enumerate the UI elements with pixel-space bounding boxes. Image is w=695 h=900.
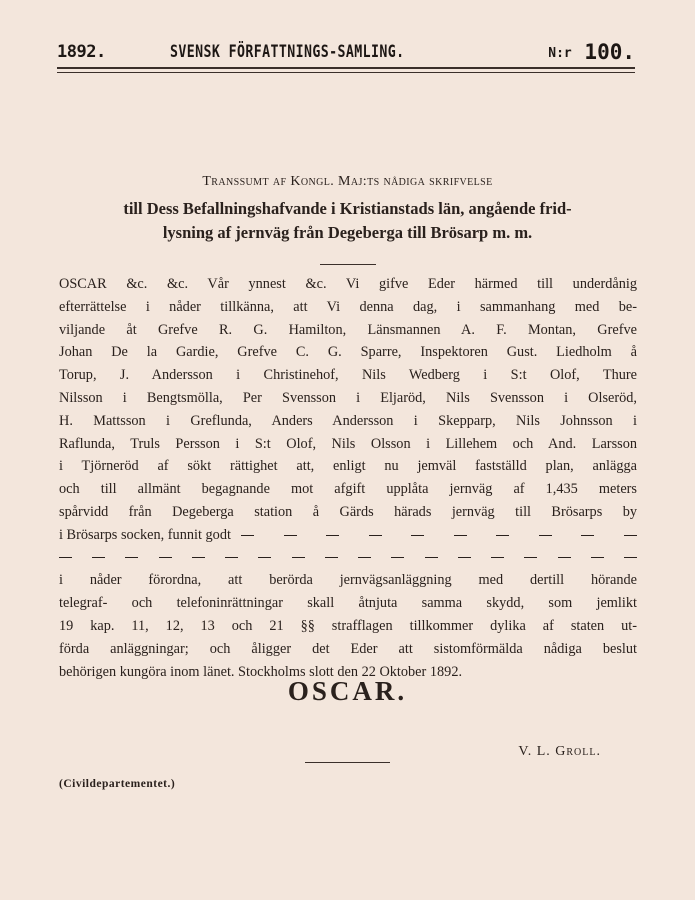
number-prefix: N:r <box>548 46 572 61</box>
subject-line-2: lysning af jernväg från Degeberga till Brösarp m. m. <box>162 223 533 242</box>
body-line: i Tjörneröd af sökt rättighet att, enligt nu jemväl fastställd plan, anlägga <box>59 458 637 475</box>
header-rule-thin <box>57 72 635 73</box>
header-number <box>548 40 635 64</box>
subject-heading <box>55 197 640 245</box>
running-header <box>57 40 635 70</box>
body-line: viljande åt Grefve R. G. Hamilton, Länsmannen A. F. Montan, Grefve <box>59 321 637 338</box>
body-line: telegraf- och telefoninrättningar skall åtnjuta samma skydd, som jemlikt <box>59 595 637 612</box>
body-line: Torup, J. Andersson i Christinehof, Nils Wedberg i S:t Olof, Thure <box>59 367 637 384</box>
body-line: behörigen kungöra inom länet. Stockholms slott den 22 Oktober 1892. <box>59 663 463 680</box>
number-value: 100. <box>584 40 635 64</box>
closing-rule <box>305 762 390 763</box>
body-line: Nilsson i Bengtsmölla, Per Svensson i Eljaröd, Nils Svensson i Olseröd, <box>59 389 637 406</box>
body-line: och till allmänt begagnande mot afgift upplåta jernväg af 1,435 meters <box>59 481 637 498</box>
department-note: (Civildepartementet.) <box>59 778 176 790</box>
header-rule-thick <box>57 67 635 69</box>
body-line: spårvidd från Degeberga station å Gärds härads jernväg till Brösarps by <box>59 503 637 520</box>
dash-fill <box>241 535 637 536</box>
dash-line <box>59 547 637 570</box>
header-year: 1892. <box>57 42 106 62</box>
body-line: i Brösarps socken, funnit godt <box>59 526 231 543</box>
header-title: SVENSK FÖRFATTNINGS-SAMLING. <box>170 42 405 62</box>
section-rule <box>320 264 376 265</box>
transsumt-line: Transsumt af Kongl. Maj:ts nådiga skrifvelse <box>202 174 493 189</box>
body-line: förda anläggningar; och åligger det Eder att sistomförmälda nådiga beslut <box>59 640 637 657</box>
countersignature: V. L. Groll. <box>518 744 601 759</box>
body-line: H. Mattsson i Greflunda, Anders Andersson i Skepparp, Nils Johnsson i <box>59 412 637 429</box>
subject-line-1: till Dess Befallningshafvande i Kristianstads län, angående frid- <box>123 199 572 218</box>
royal-signature: OSCAR. <box>287 676 408 706</box>
body-line: 19 kap. 11, 12, 13 och 21 §§ strafflagen tillkommer dylika af staten ut- <box>59 617 637 634</box>
body-line-with-dashes <box>59 524 637 547</box>
body-line: Raflunda, Truls Persson i S:t Olof, Nils Olsson i Lillehem och And. Larsson <box>59 435 637 452</box>
body-line: i nåder förordna, att berörda jernvägsanläggning med dertill hörande <box>59 572 637 589</box>
body-line: OSCAR &c. &c. Vår ynnest &c. Vi gifve Eder härmed till underdånig <box>59 276 637 292</box>
body-paragraph-1 <box>59 273 637 683</box>
body-line: efterrättelse i nåder tillkänna, att Vi denna dag, i sammanhang med be- <box>59 298 637 315</box>
body-line: Johan De la Gardie, Grefve C. G. Sparre, Inspektoren Gust. Liedholm å <box>59 344 637 361</box>
